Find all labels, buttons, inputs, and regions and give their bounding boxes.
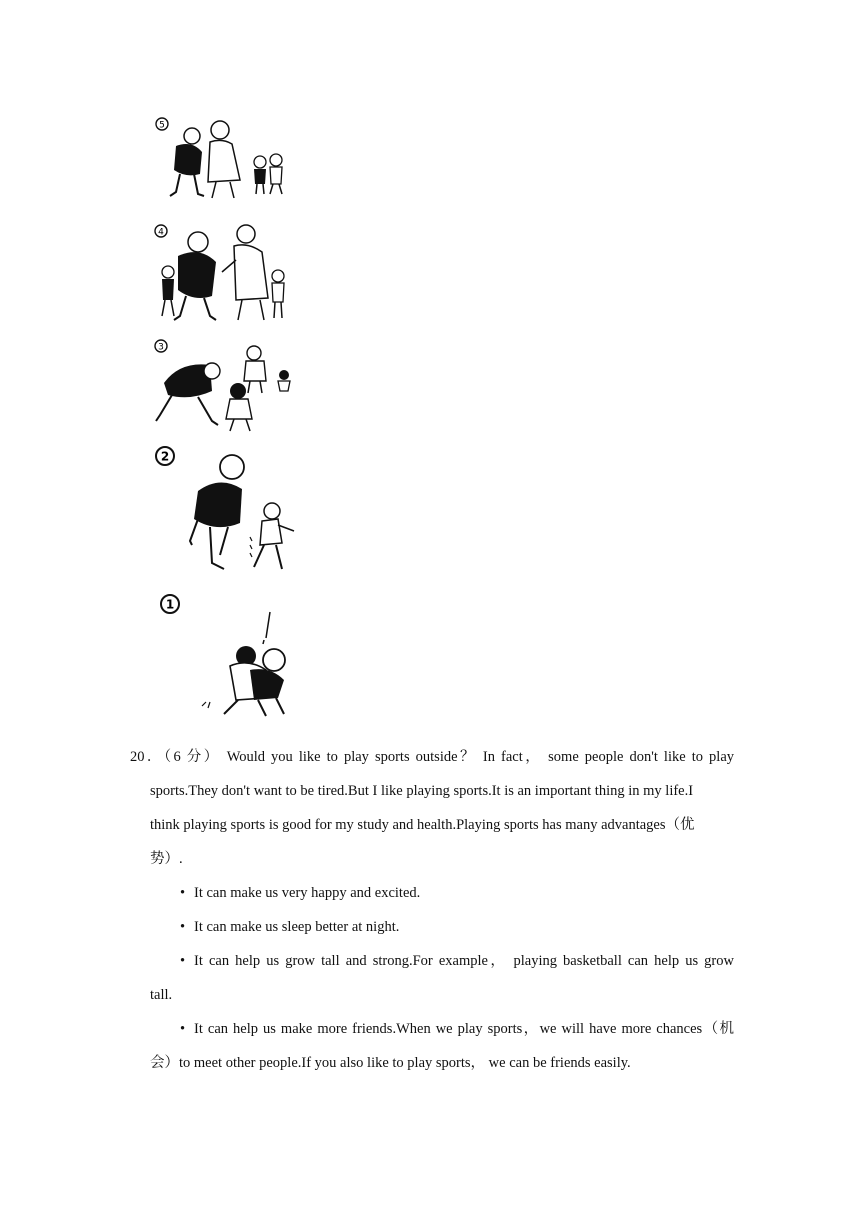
- question-line-3: think playing sports is good for my study and health.Playing sports has many advantages（优: [150, 817, 695, 833]
- comic-panel-3: [150, 335, 310, 435]
- bullet-text: It can help us grow tall and strong.For example， playing basketball can help us grow: [194, 953, 734, 969]
- bullet-icon: •: [180, 1021, 186, 1037]
- comic-panel-5: [150, 112, 310, 208]
- question-line-2: sports.They don't want to be tired.But I like playing sports.It is an important thing in my life.I: [150, 783, 694, 799]
- panel-number: 3: [158, 342, 164, 353]
- cartoon-illustration: [150, 335, 310, 435]
- question-text: Would you like to play sports outside？ In fact， some people don't like to play: [226, 749, 735, 765]
- question-number: 20．: [130, 749, 164, 765]
- cartoon-illustration: [150, 112, 310, 208]
- cartoon-illustration: [150, 220, 310, 328]
- question-score: （6 分）: [163, 749, 221, 765]
- bullet-icon: •: [180, 885, 186, 901]
- panel-number: 5: [159, 120, 165, 131]
- question-line-1: [130, 740, 734, 774]
- bullet-text: It can make us sleep better at night.: [194, 919, 400, 935]
- comic-panel-2: [150, 445, 310, 580]
- bullet-item: [130, 944, 734, 978]
- panel-number: 1: [165, 597, 175, 612]
- question-line-4: 势）.: [150, 851, 183, 867]
- cartoon-illustration: [150, 445, 310, 580]
- bullet-icon: •: [180, 919, 186, 935]
- bullet-continuation: tall.: [150, 987, 173, 1003]
- question-20: [130, 740, 734, 1080]
- bullet-continuation: 会）to meet other people.If you also like to play sports， we can be friends easily.: [150, 1055, 631, 1071]
- bullet-item: [130, 1012, 734, 1046]
- bullet-text: It can help us make more friends.When we play sports，we will have more chances（机: [194, 1021, 734, 1037]
- panel-number: 4: [158, 227, 164, 238]
- bullet-icon: •: [180, 953, 186, 969]
- comic-panel-1: [150, 590, 310, 725]
- panel-number: 2: [160, 449, 170, 464]
- bullet-item: [130, 910, 734, 944]
- bullet-text: It can make us very happy and excited.: [194, 885, 421, 901]
- cartoon-illustration: [150, 590, 310, 725]
- comic-panel-4: [150, 220, 310, 328]
- bullet-item: [130, 876, 734, 910]
